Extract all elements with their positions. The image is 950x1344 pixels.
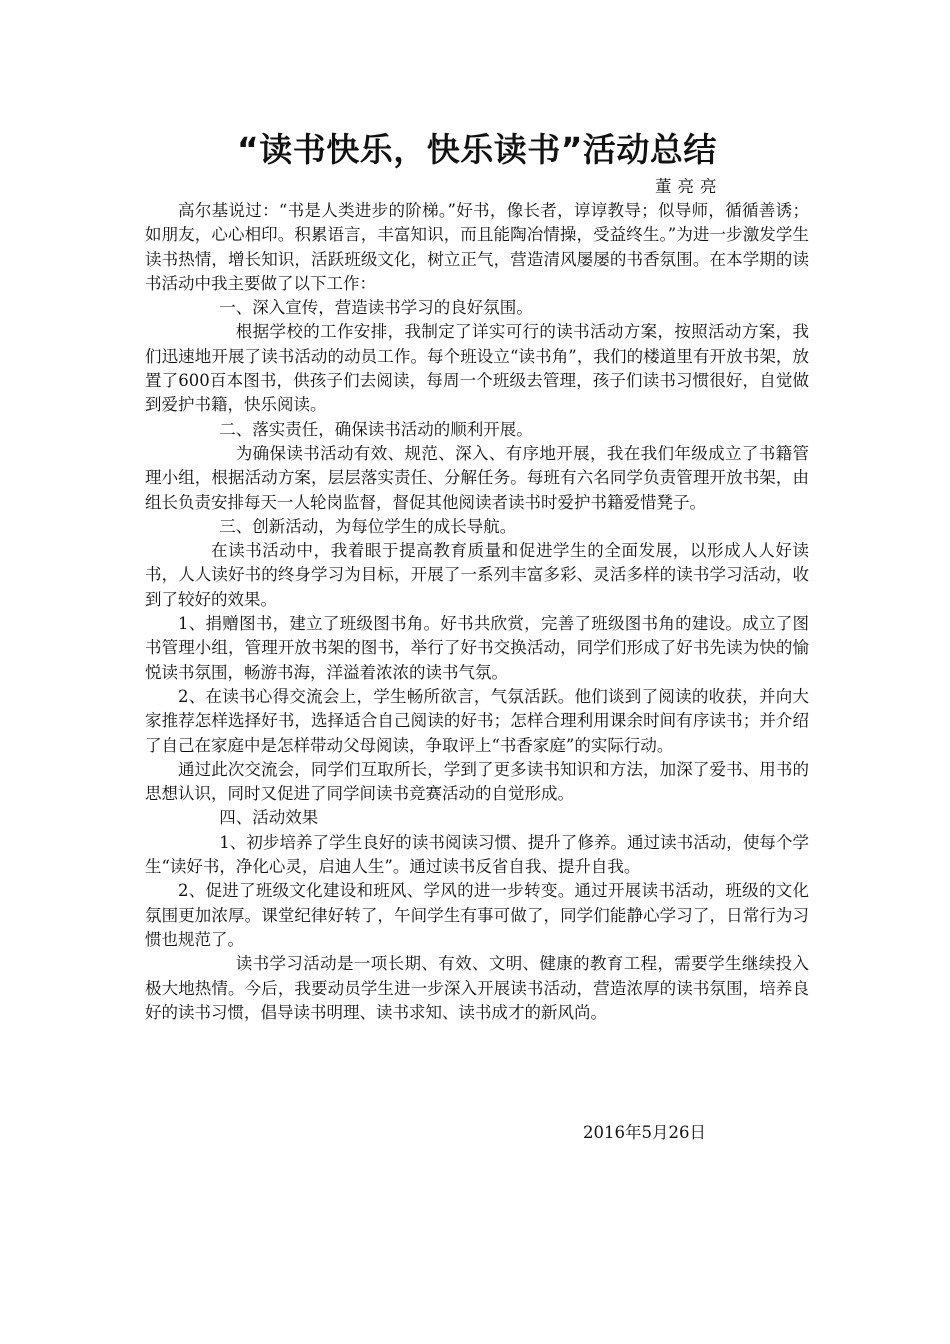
paragraph-item-2: 2、在读书心得交流会上，学生畅所欲言，气氛活跃。他们谈到了阅读的收获，并向大家推荐怎样选择好书，选择适合自己阅读的好书；怎样合理利用课余时间有序读书；并介绍了自己在家庭中是怎样带动父母阅读，争取评上“书香家庭”的实际行动。 xyxy=(145,686,809,755)
document-date: 2016年5月26日 xyxy=(583,1123,706,1142)
paragraph-item-1: 1、捐赠图书，建立了班级图书角。好书共欣赏，完善了班级图书角的建设。成立了图书管理小组，管理开放书架的图书，举行了好书交换活动，同学们形成了好书先读为快的愉悦读书氛围，畅游书海，洋溢着浓浓的读书气氛。 xyxy=(145,614,809,682)
paragraph-intro: 高尔基说过：“书是人类进步的阶梯。”好书，像长者，谆谆教导；似导师，循循善诱；如朋友，心心相印。积累语言，丰富知识，而且能陶冶情操，受益终生。”为进一步激发学生读书热情，增长知识，活跃班级文化，树立正气，营造清风屡屡的书香氛围。在本学期的读书活动中我主要做了以下工作： xyxy=(145,201,809,293)
paragraph-section-2: 为确保读书活动有效、规范、深入、有序地开展，我在我们年级成立了书籍管理小组，根据活动方案，层层落实责任、分解任务。每班有六名同学负责管理开放书架，由组长负责安排每天一人轮岗监督，督促其他阅读者读书时爱护书籍爱惜凳子。 xyxy=(145,443,809,512)
paragraph-section-3: 在读书活动中，我着眼于提高教育质量和促进学生的全面发展，以形成人人好读书，人人读好书的终身学习为目标，开展了一系列丰富多彩、灵活多样的读书学习活动，收到了较好的效果。 xyxy=(145,541,809,609)
section-heading-2: 二、落实责任，确保读书活动的顺利开展。 xyxy=(219,419,533,439)
paragraph-effect-2: 2、促进了班级文化建设和班风、学风的进一步转变。通过开展读书活动，班级的文化氛围更加浓厚。课堂纪律好转了，午间学生有事可做了，同学们能静心学习了，日常行为习惯也规范了。 xyxy=(145,881,809,949)
paragraph-effect-1: 1、初步培养了学生良好的读书阅读习惯、提升了修养。通过读书活动，使每个学生“读好书，净化心灵，启迪人生”。通过读书反省自我、提升自我。 xyxy=(145,832,809,877)
author-name: 董亮亮 xyxy=(655,177,723,196)
document-body xyxy=(145,199,809,1025)
document-title: “读书快乐，快乐读书”活动总结 xyxy=(237,130,717,169)
document-page xyxy=(145,0,809,1344)
paragraph-conclusion: 读书学习活动是一项长期、有效、文明、健康的教育工程，需要学生继续投入极大地热情。今后，我要动员学生进一步深入开展读书活动，营造浓厚的读书氛围，培养良好的读书习惯，倡导读书明理、读书求知、读书成才的新风尚。 xyxy=(145,954,809,1022)
section-heading-4: 四、活动效果 xyxy=(219,808,319,828)
paragraph-section-1: 根据学校的工作安排，我制定了详实可行的读书活动方案，按照活动方案，我们迅速地开展了读书活动的动员工作。每个班设立“读书角”，我们的楼道里有开放书架，放置了600百本图书，供孩子们去阅读，每周一个班级去管理，孩子们读书习惯很好，自觉做到爱护书籍，快乐阅读。 xyxy=(145,322,809,415)
section-heading-1: 一、深入宣传，营造读书学习的良好氛围。 xyxy=(219,298,533,318)
section-heading-3: 三、创新活动，为每位学生的成长导航。 xyxy=(219,516,517,536)
paragraph-exchange: 通过此次交流会，同学们互取所长，学到了更多读书知识和方法，加深了爱书、用书的思想认识，同时又促进了同学间读书竞赛活动的自觉形成。 xyxy=(145,759,809,804)
